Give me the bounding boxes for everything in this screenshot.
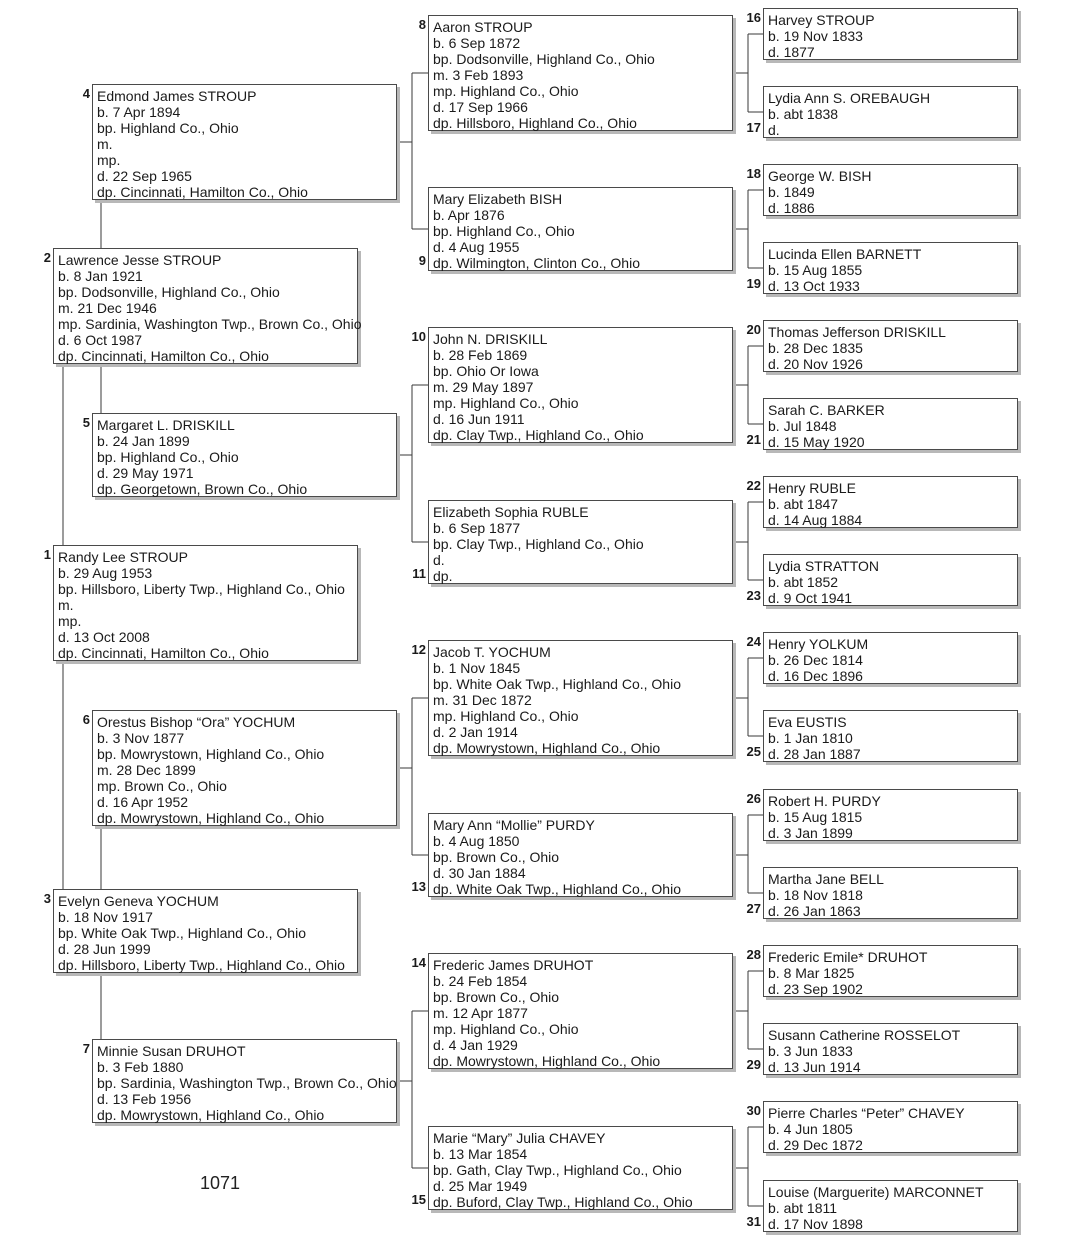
person-detail: d. 16 Jun 1911	[433, 411, 525, 427]
person-detail: d. 4 Aug 1955	[433, 239, 520, 255]
person-detail: b. 3 Feb 1880	[97, 1059, 184, 1075]
person-name: Mary Elizabeth BISH	[433, 191, 563, 207]
person-box-5	[92, 413, 397, 497]
person-detail: b. 1849	[768, 184, 815, 200]
page-number: 1071	[200, 1173, 241, 1193]
ahnentafel-number: 5	[82, 415, 90, 430]
person-box-17	[763, 86, 1018, 138]
ahnentafel-number: 27	[746, 901, 761, 916]
person-detail: dp. Buford, Clay Twp., Highland Co., Ohio	[433, 1194, 693, 1210]
person-detail: b. 6 Sep 1872	[433, 35, 521, 51]
ahnentafel-number: 7	[82, 1041, 90, 1056]
person-name: Mary Ann “Mollie” PURDY	[433, 817, 595, 833]
person-name: Lydia STRATTON	[768, 558, 879, 574]
person-name: Jacob T. YOCHUM	[433, 644, 551, 660]
person-name: Marie “Mary” Julia CHAVEY	[433, 1130, 606, 1146]
person-detail: d. 2 Jan 1914	[433, 724, 518, 740]
person-detail: bp. White Oak Twp., Highland Co., Ohio	[58, 925, 306, 941]
person-detail: bp. Highland Co., Ohio	[97, 449, 239, 465]
person-name: Elizabeth Sophia RUBLE	[433, 504, 589, 520]
person-detail: d. 16 Apr 1952	[97, 794, 189, 810]
person-name: Thomas Jefferson DRISKILL	[768, 324, 946, 340]
person-detail: d. 13 Feb 1956	[97, 1091, 192, 1107]
person-box-28	[763, 945, 1018, 997]
ahnentafel-number: 21	[746, 432, 761, 447]
person-detail: bp. Mowrystown, Highland Co., Ohio	[97, 746, 325, 762]
person-box-21	[763, 398, 1018, 450]
ahnentafel-number: 25	[746, 744, 761, 759]
person-detail: dp. Mowrystown, Highland Co., Ohio	[433, 740, 661, 756]
person-box-11	[428, 500, 733, 584]
ahnentafel-number: 28	[746, 947, 761, 962]
person-name: Susann Catherine ROSSELOT	[768, 1027, 961, 1043]
person-name: Orestus Bishop “Ora” YOCHUM	[97, 714, 296, 730]
person-detail: mp. Highland Co., Ohio	[433, 83, 579, 99]
person-detail: m. 29 May 1897	[433, 379, 534, 395]
person-detail: b. 18 Nov 1818	[768, 887, 863, 903]
person-name: Pierre Charles “Peter” CHAVEY	[768, 1105, 965, 1121]
person-detail: b. 24 Feb 1854	[433, 973, 528, 989]
person-detail: bp. Dodsonville, Highland Co., Ohio	[433, 51, 655, 67]
person-name: Sarah C. BARKER	[768, 402, 885, 418]
ahnentafel-number: 6	[82, 712, 90, 727]
person-name: Randy Lee STROUP	[58, 549, 188, 565]
person-detail: mp. Highland Co., Ohio	[433, 395, 579, 411]
person-detail: m. 12 Apr 1877	[433, 1005, 528, 1021]
person-detail: d. 17 Sep 1966	[433, 99, 528, 115]
person-box-4	[92, 84, 397, 200]
person-detail: d. 4 Jan 1929	[433, 1037, 518, 1053]
ahnentafel-number: 13	[411, 879, 426, 894]
person-detail: b. 4 Aug 1850	[433, 833, 520, 849]
person-detail: b. 13 Mar 1854	[433, 1146, 528, 1162]
ahnentafel-number: 31	[746, 1214, 761, 1229]
person-detail: b. 26 Dec 1814	[768, 652, 863, 668]
person-name: Harvey STROUP	[768, 12, 875, 28]
person-detail: b. 4 Jun 1805	[768, 1121, 853, 1137]
person-detail: bp. Brown Co., Ohio	[433, 989, 560, 1005]
person-box-10	[428, 327, 733, 443]
ahnentafel-number: 2	[43, 250, 51, 265]
ahnentafel-number: 4	[82, 86, 90, 101]
person-detail: mp. Highland Co., Ohio	[433, 708, 579, 724]
person-detail: d. 13 Oct 1933	[768, 278, 860, 294]
person-detail: m.	[97, 136, 113, 152]
person-detail: d. 1886	[768, 200, 815, 216]
person-detail: b. 29 Aug 1953	[58, 565, 153, 581]
person-detail: d. 20 Nov 1926	[768, 356, 863, 372]
person-box-18	[763, 164, 1018, 216]
person-detail: bp. Clay Twp., Highland Co., Ohio	[433, 536, 644, 552]
person-box-2	[53, 248, 362, 364]
person-detail: b. 18 Nov 1917	[58, 909, 153, 925]
person-detail: dp. Mowrystown, Highland Co., Ohio	[97, 1107, 325, 1123]
person-detail: bp. Gath, Clay Twp., Highland Co., Ohio	[433, 1162, 682, 1178]
ahnentafel-number: 12	[411, 642, 426, 657]
person-detail: mp.	[97, 152, 121, 168]
ahnentafel-number: 19	[746, 276, 761, 291]
person-detail: dp. Georgetown, Brown Co., Ohio	[97, 481, 308, 497]
ahnentafel-number: 10	[411, 329, 426, 344]
person-detail: dp. Cincinnati, Hamilton Co., Ohio	[58, 348, 269, 364]
person-detail: m. 28 Dec 1899	[97, 762, 196, 778]
person-box-1	[53, 545, 358, 661]
person-detail: d. 9 Oct 1941	[768, 590, 853, 606]
person-detail: dp. Clay Twp., Highland Co., Ohio	[433, 427, 644, 443]
person-detail: b. 15 Aug 1855	[768, 262, 863, 278]
ahnentafel-number: 8	[418, 17, 426, 32]
person-name: Eva EUSTIS	[768, 714, 847, 730]
person-detail: m.	[58, 597, 74, 613]
person-detail: mp. Highland Co., Ohio	[433, 1021, 579, 1037]
person-detail: b. 8 Jan 1921	[58, 268, 143, 284]
person-detail: b. 6 Sep 1877	[433, 520, 521, 536]
person-name: Minnie Susan DRUHOT	[97, 1043, 246, 1059]
person-detail: b. 3 Nov 1877	[97, 730, 185, 746]
person-detail: d. 26 Jan 1863	[768, 903, 861, 919]
person-detail: bp. White Oak Twp., Highland Co., Ohio	[433, 676, 681, 692]
person-box-20	[763, 320, 1018, 372]
ahnentafel-number: 23	[746, 588, 761, 603]
ahnentafel-number: 16	[746, 10, 761, 25]
person-box-13	[428, 813, 733, 897]
ahnentafel-number: 17	[746, 120, 761, 135]
person-detail: b. abt 1811	[768, 1200, 838, 1216]
person-box-15	[428, 1126, 733, 1210]
person-box-14	[428, 953, 733, 1069]
person-detail: m. 3 Feb 1893	[433, 67, 524, 83]
ahnentafel-number: 3	[43, 891, 51, 906]
person-detail: dp. Cincinnati, Hamilton Co., Ohio	[97, 184, 308, 200]
ahnentafel-number: 18	[746, 166, 761, 181]
person-name: Henry YOLKUM	[768, 636, 869, 652]
person-detail: d. 15 May 1920	[768, 434, 865, 450]
person-box-29	[763, 1023, 1018, 1075]
ahnentafel-number: 1	[43, 547, 51, 562]
person-detail: dp.	[433, 568, 453, 584]
person-detail: mp. Sardinia, Washington Twp., Brown Co., Ohio	[58, 316, 362, 332]
person-detail: bp. Dodsonville, Highland Co., Ohio	[58, 284, 280, 300]
person-detail: d. 17 Nov 1898	[768, 1216, 863, 1232]
person-detail: d. 6 Oct 1987	[58, 332, 143, 348]
person-detail: d.	[768, 122, 780, 138]
person-detail: b. 3 Jun 1833	[768, 1043, 853, 1059]
person-detail: dp. Mowrystown, Highland Co., Ohio	[433, 1053, 661, 1069]
person-name: Robert H. PURDY	[768, 793, 881, 809]
person-box-16	[763, 8, 1018, 60]
person-box-23	[763, 554, 1018, 606]
person-name: Lucinda Ellen BARNETT	[768, 246, 922, 262]
person-detail: bp. Highland Co., Ohio	[433, 223, 575, 239]
ahnentafel-number: 9	[418, 253, 426, 268]
ahnentafel-number: 20	[746, 322, 761, 337]
person-detail: b. abt 1847	[768, 496, 839, 512]
ahnentafel-number: 15	[411, 1192, 426, 1207]
person-box-7	[92, 1039, 397, 1123]
person-detail: dp. White Oak Twp., Highland Co., Ohio	[433, 881, 681, 897]
person-detail: b. 7 Apr 1894	[97, 104, 181, 120]
person-name: Lawrence Jesse STROUP	[58, 252, 222, 268]
person-name: Evelyn Geneva YOCHUM	[58, 893, 219, 909]
person-detail: b. 24 Jan 1899	[97, 433, 190, 449]
person-box-26	[763, 789, 1018, 841]
ahnentafel-number: 11	[412, 566, 426, 581]
ahnentafel-number: 30	[746, 1103, 761, 1118]
person-box-12	[428, 640, 733, 756]
person-detail: d.	[433, 552, 445, 568]
ahnentafel-number: 14	[411, 955, 426, 970]
person-detail: bp. Sardinia, Washington Twp., Brown Co., Ohio	[97, 1075, 397, 1091]
person-detail: d. 28 Jun 1999	[58, 941, 151, 957]
person-detail: d. 22 Sep 1965	[97, 168, 192, 184]
person-detail: bp. Ohio Or Iowa	[433, 363, 539, 379]
person-name: Aaron STROUP	[433, 19, 533, 35]
person-detail: d. 1877	[768, 44, 815, 60]
person-detail: b. 15 Aug 1815	[768, 809, 863, 825]
person-name: Margaret L. DRISKILL	[97, 417, 235, 433]
person-detail: d. 25 Mar 1949	[433, 1178, 528, 1194]
person-name: Frederic Emile* DRUHOT	[768, 949, 928, 965]
person-detail: m. 31 Dec 1872	[433, 692, 532, 708]
ahnentafel-number: 22	[746, 478, 761, 493]
person-detail: d. 13 Oct 2008	[58, 629, 150, 645]
person-box-8	[428, 15, 733, 131]
person-name: Martha Jane BELL	[768, 871, 884, 887]
person-detail: d. 16 Dec 1896	[768, 668, 863, 684]
person-name: Henry RUBLE	[768, 480, 856, 496]
person-detail: d. 13 Jun 1914	[768, 1059, 861, 1075]
person-detail: d. 30 Jan 1884	[433, 865, 526, 881]
ahnentafel-number: 29	[746, 1057, 761, 1072]
ahnentafel-number: 26	[746, 791, 761, 806]
person-detail: b. 1 Jan 1810	[768, 730, 853, 746]
person-detail: dp. Wilmington, Clinton Co., Ohio	[433, 255, 640, 271]
person-name: Edmond James STROUP	[97, 88, 257, 104]
person-detail: bp. Brown Co., Ohio	[433, 849, 560, 865]
person-box-19	[763, 242, 1018, 294]
person-name: George W. BISH	[768, 168, 872, 184]
person-detail: b. 28 Dec 1835	[768, 340, 863, 356]
person-name: John N. DRISKILL	[433, 331, 548, 347]
person-detail: d. 14 Aug 1884	[768, 512, 863, 528]
person-box-27	[763, 867, 1018, 919]
person-name: Frederic James DRUHOT	[433, 957, 594, 973]
ahnentafel-number: 24	[746, 634, 761, 649]
person-detail: dp. Hillsboro, Liberty Twp., Highland Co., Ohio	[58, 957, 345, 973]
person-name: Lydia Ann S. OREBAUGH	[768, 90, 931, 106]
person-detail: dp. Hillsboro, Highland Co., Ohio	[433, 115, 637, 131]
person-detail: dp. Cincinnati, Hamilton Co., Ohio	[58, 645, 269, 661]
person-box-22	[763, 476, 1018, 528]
person-detail: b. abt 1852	[768, 574, 839, 590]
person-detail: b. Apr 1876	[433, 207, 505, 223]
person-box-31	[763, 1180, 1018, 1232]
person-detail: dp. Mowrystown, Highland Co., Ohio	[97, 810, 325, 826]
person-detail: b. 28 Feb 1869	[433, 347, 528, 363]
person-detail: b. 1 Nov 1845	[433, 660, 521, 676]
person-detail: mp. Brown Co., Ohio	[97, 778, 227, 794]
person-detail: b. Jul 1848	[768, 418, 837, 434]
person-box-3	[53, 889, 358, 973]
person-name: Louise (Marguerite) MARCONNET	[768, 1184, 984, 1200]
person-box-24	[763, 632, 1018, 684]
person-detail: d. 3 Jan 1899	[768, 825, 853, 841]
person-detail: b. 8 Mar 1825	[768, 965, 855, 981]
person-detail: d. 28 Jan 1887	[768, 746, 861, 762]
person-detail: b. abt 1838	[768, 106, 839, 122]
person-box-6	[92, 710, 397, 826]
person-detail: d. 29 Dec 1872	[768, 1137, 863, 1153]
person-box-30	[763, 1101, 1018, 1153]
person-detail: bp. Highland Co., Ohio	[97, 120, 239, 136]
person-detail: d. 29 May 1971	[97, 465, 194, 481]
person-detail: mp.	[58, 613, 82, 629]
person-box-9	[428, 187, 733, 271]
person-detail: m. 21 Dec 1946	[58, 300, 157, 316]
person-box-25	[763, 710, 1018, 762]
person-detail: bp. Hillsboro, Liberty Twp., Highland Co., Ohio	[58, 581, 345, 597]
person-detail: d. 23 Sep 1902	[768, 981, 863, 997]
person-detail: b. 19 Nov 1833	[768, 28, 863, 44]
